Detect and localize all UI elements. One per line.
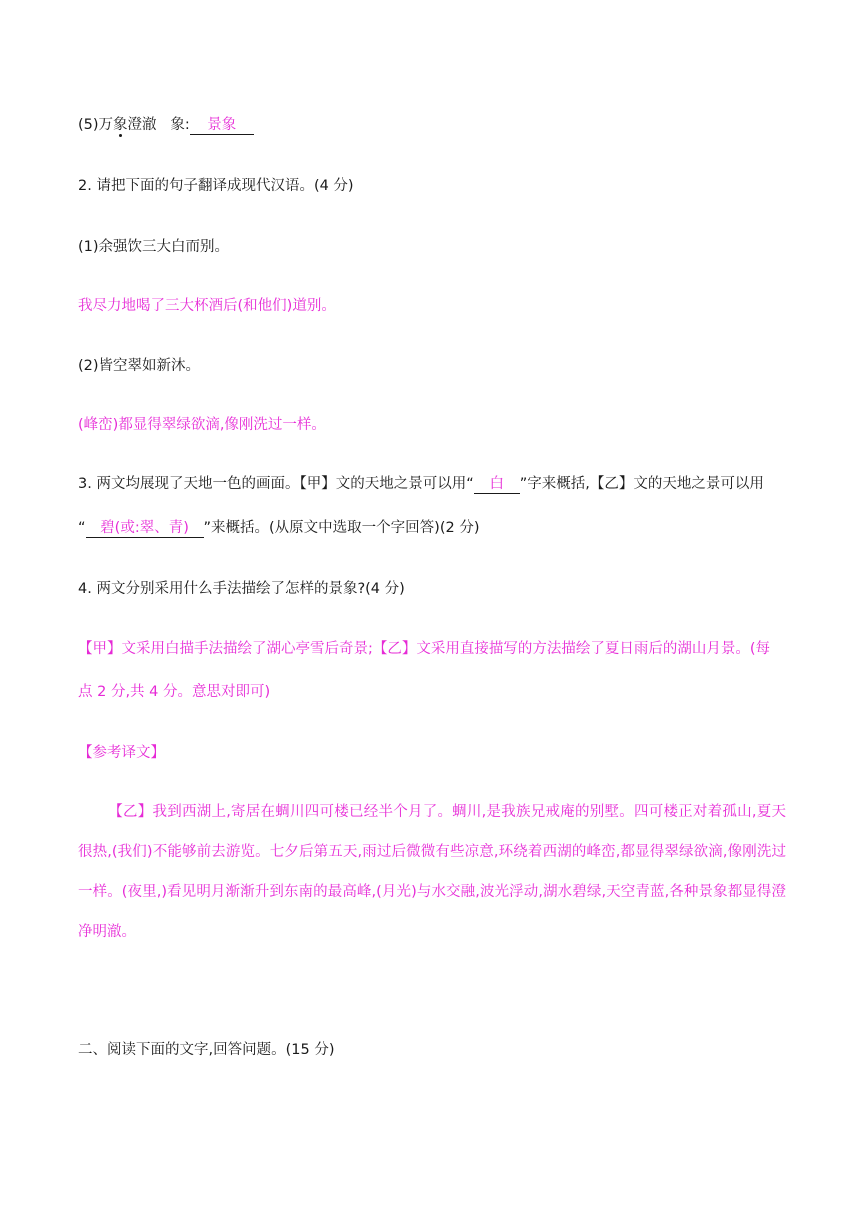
q1-item5-middle: 澄澈 象:	[127, 117, 190, 133]
q2-item1-question: (1)余强饮三大白而别。	[78, 239, 230, 255]
q2-item1-answer: 我尽力地喝了三大杯酒后(和他们)道别。	[78, 298, 336, 314]
q3-part1: 3. 两文均展现了天地一色的画面。【甲】文的天地之景可以用“	[78, 476, 474, 492]
q2-heading: 2. 请把下面的句子翻译成现代汉语。(4 分)	[78, 178, 354, 194]
q2-item2-answer: (峰峦)都显得翠绿欲滴,像刚洗过一样。	[78, 417, 326, 433]
reference-heading: 【参考译文】	[78, 745, 165, 761]
q3-part2: ”字来概括,【乙】文的天地之景可以用	[519, 476, 764, 492]
q1-item5	[78, 115, 788, 135]
q1-item5-prefix: (5)万	[78, 117, 114, 133]
q4-answer-line1: 【甲】文采用白描手法描绘了湖心亭雪后奇景;【乙】文采用直接描写的方法描绘了夏日雨后的湖山月景。(每	[78, 641, 771, 657]
reference-translation-text: 【乙】我到西湖上,寄居在蜩川四可楼已经半个月了。蜩川,是我族兄戒庵的别墅。四可楼正对着孤山,夏天很热,(我们)不能够前去游览。七夕后第五天,雨过后微微有些凉意,环绕着西湖的峰峦,都显得翠绿欲滴,像刚洗过一样。(夜里,)看见明月渐渐升到东南的最高峰,(月光)与水交融,波光浮动,湖水碧绿,天空青蓝,各种景象都显得澄净明澈。	[78, 804, 786, 940]
section2-heading: 二、阅读下面的文字,回答问题。(15 分)	[78, 1042, 335, 1058]
q3-line1	[78, 474, 788, 494]
q4-heading: 4. 两文分别采用什么手法描绘了怎样的景象?(4 分)	[78, 581, 405, 597]
q3-blank2: 碧(或:翠、青)	[86, 519, 204, 538]
q3-part3: “	[78, 520, 86, 536]
q4-answer-line2: 点 2 分,共 4 分。意思对即可)	[78, 684, 271, 700]
q3-blank1: 白	[474, 475, 520, 494]
q1-item5-answer: 景象	[190, 116, 254, 135]
reference-translation	[78, 792, 786, 952]
q3-part4: ”来概括。(从原文中选取一个字回答)(2 分)	[203, 520, 480, 536]
q3-line2	[78, 518, 788, 538]
q1-item5-dotted-char: 象	[113, 117, 128, 133]
q2-item2-question: (2)皆空翠如新沐。	[78, 358, 201, 374]
